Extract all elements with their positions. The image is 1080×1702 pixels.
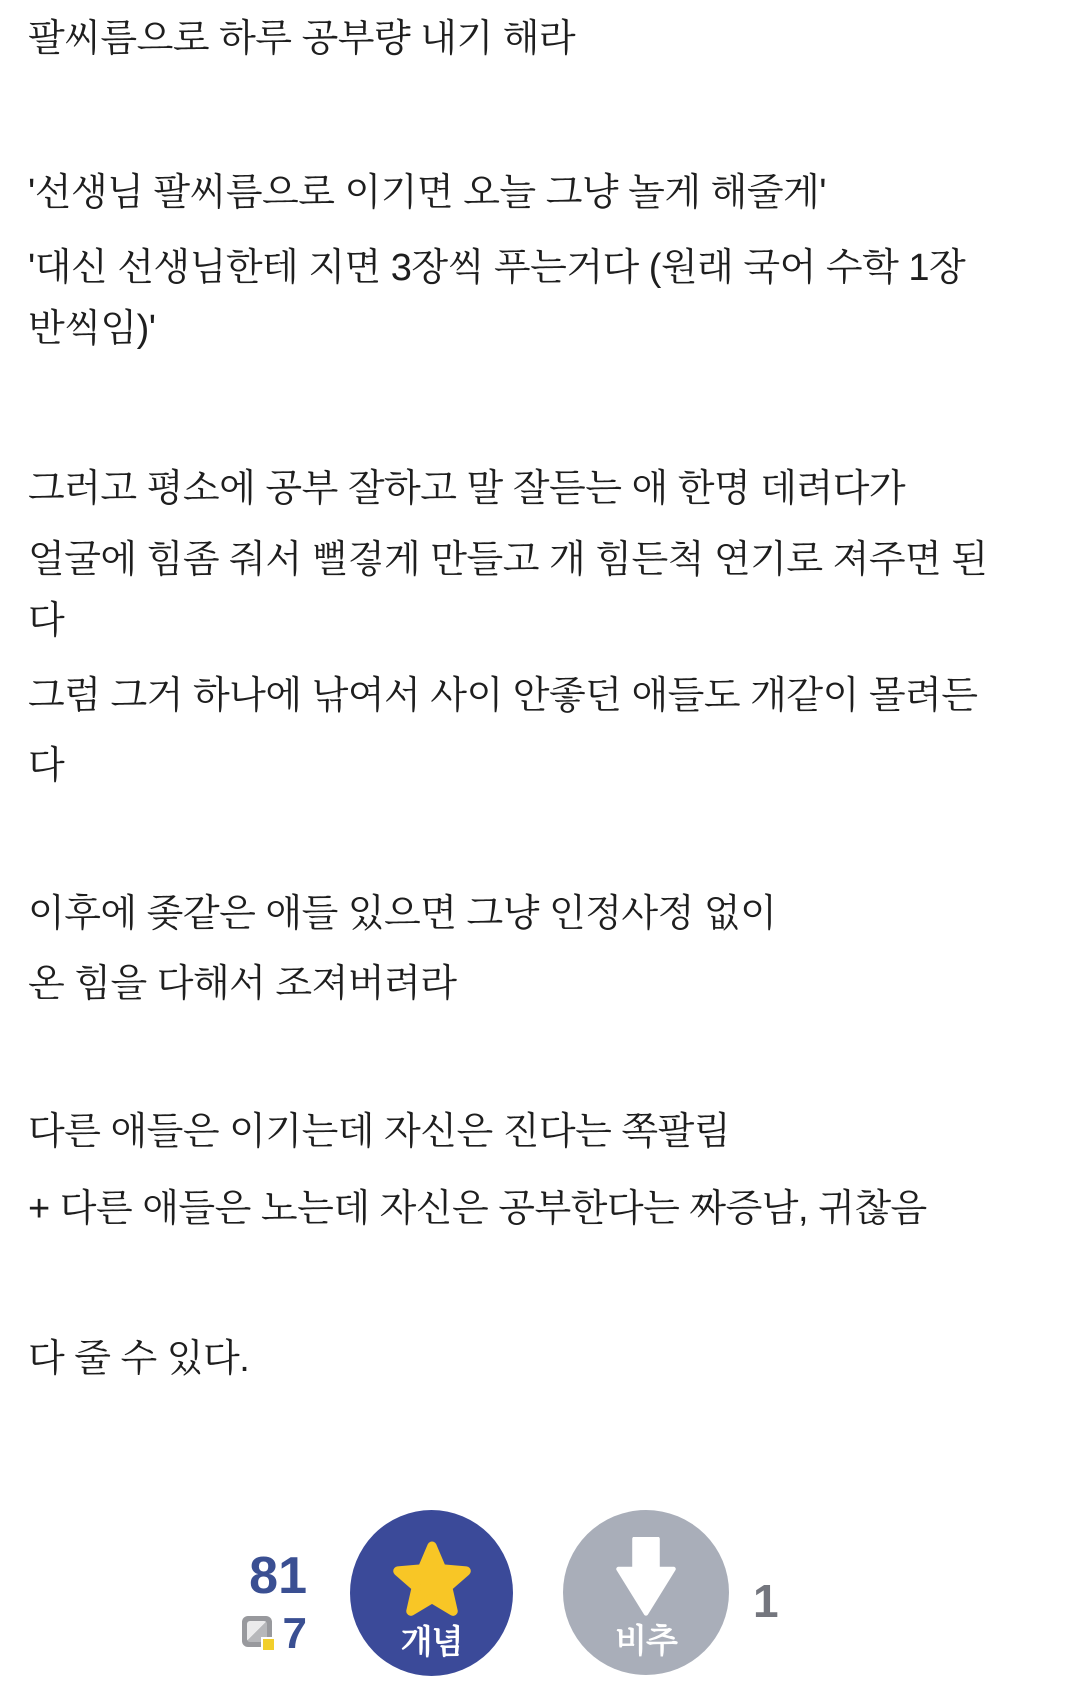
downvote-button-label: 비추 xyxy=(615,1622,677,1659)
upvote-button-label: 개념 xyxy=(400,1623,463,1660)
post-line: 반씩임)' xyxy=(28,308,156,350)
post-line: 이후에 좆같은 애들 있으면 그냥 인정사정 없이 xyxy=(28,893,777,935)
fixed-nick-vote-icon-corner xyxy=(261,1637,276,1652)
fixed-nick-vote-count: 7 xyxy=(282,1609,307,1658)
post-line: 다 xyxy=(28,745,65,787)
post-line: 그러고 평소에 공부 잘하고 말 잘듣는 애 한명 데려다가 xyxy=(28,468,906,510)
upvote-button[interactable] xyxy=(350,1510,513,1676)
vote-area xyxy=(0,1510,1080,1702)
downvote-count: 1 xyxy=(753,1575,779,1627)
post-line: 온 힘을 다해서 조져버려라 xyxy=(28,963,457,1005)
downvote-button[interactable] xyxy=(563,1510,729,1675)
down-arrow-icon xyxy=(609,1537,683,1617)
post-line: 얼굴에 힘좀 줘서 뻘겋게 만들고 개 힘든척 연기로 져주면 된 xyxy=(28,539,988,581)
fixed-nick-vote-icon xyxy=(242,1616,276,1652)
upvote-count: 81 xyxy=(249,1547,307,1605)
post-line: 다 줄 수 있다. xyxy=(28,1338,250,1380)
post-line: '선생님 팔씨름으로 이기면 오늘 그냥 놀게 해줄게' xyxy=(28,172,827,214)
post-line: '대신 선생님한테 지면 3장씩 푸는거다 (원래 국어 수학 1장 xyxy=(28,247,966,289)
star-icon xyxy=(393,1540,471,1618)
post-line: 다 xyxy=(28,600,65,642)
fixed-nick-vote-row xyxy=(0,1609,307,1658)
post-title: 팔씨름으로 하루 공부량 내기 해라 xyxy=(28,18,576,60)
post-line: 다른 애들은 이기는데 자신은 진다는 쪽팔림 xyxy=(28,1111,731,1153)
post-line: 그럼 그거 하나에 낚여서 사이 안좋던 애들도 개같이 몰려든 xyxy=(28,675,978,717)
post-line: + 다른 애들은 노는데 자신은 공부한다는 짜증남, 귀찮음 xyxy=(28,1188,927,1230)
